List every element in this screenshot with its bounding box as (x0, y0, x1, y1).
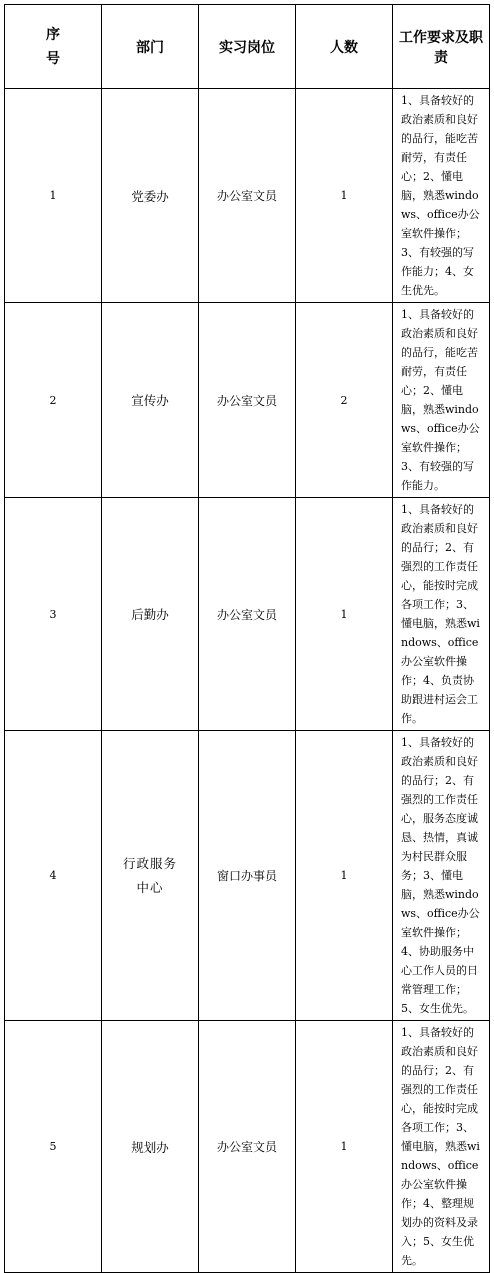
table-header-row (5, 5, 490, 89)
row-count: 1 (296, 498, 393, 731)
row-no: 2 (5, 303, 102, 498)
header-no (5, 5, 102, 89)
row-no: 5 (5, 1021, 102, 1273)
row-no: 3 (5, 498, 102, 731)
row-no: 1 (5, 89, 102, 303)
header-no-label: 序号 (46, 26, 60, 67)
row-requirements (393, 303, 490, 498)
row-dept: 规划办 (102, 1021, 199, 1273)
requirements-text: 1、具备较好的政治素质和良好的品行；2、有强烈的工作责任心，能按时完成各项工作；3、懂电脑，熟悉windows、office办公室软件操作；4、整理规划办的资料及录入；5、女生优先。 (401, 1026, 480, 1267)
row-requirements (393, 498, 490, 731)
header-count: 人数 (296, 5, 393, 89)
row-requirements (393, 1021, 490, 1273)
row-dept: 党委办 (102, 89, 199, 303)
row-count: 1 (296, 731, 393, 1021)
row-requirements (393, 89, 490, 303)
table-row (5, 89, 490, 303)
row-dept: 后勤办 (102, 498, 199, 731)
requirements-text: 1、具备较好的政治素质和良好的品行，能吃苦耐劳，有责任心；2、懂电脑，熟悉windows、office办公室软件操作；3、有较强的写作能力；4、女生优先。 (401, 94, 480, 297)
table-row (5, 731, 490, 1021)
requirements-text: 1、具备较好的政治素质和良好的品行；2、有强烈的工作责任心，能按时完成各项工作；3、懂电脑，熟悉windows、office办公室软件操作；4、负责协助跟进村运会工作。 (401, 503, 480, 725)
row-dept: 宣传办 (102, 303, 199, 498)
row-count: 1 (296, 1021, 393, 1273)
header-position: 实习岗位 (199, 5, 296, 89)
requirements-text: 1、具备较好的政治素质和良好的品行，能吃苦耐劳，有责任心；2、懂电脑，熟悉windows、office办公室软件操作；3、有较强的写作能力。 (401, 308, 480, 492)
row-count: 1 (296, 89, 393, 303)
dept-label: 行政服务中心 (122, 855, 177, 895)
row-count: 2 (296, 303, 393, 498)
internship-table (4, 4, 490, 1273)
row-no: 4 (5, 731, 102, 1021)
row-position: 窗口办事员 (199, 731, 296, 1021)
table-row (5, 498, 490, 731)
row-dept (102, 731, 199, 1021)
row-position: 办公室文员 (199, 89, 296, 303)
row-position: 办公室文员 (199, 1021, 296, 1273)
header-dept: 部门 (102, 5, 199, 89)
table-row (5, 303, 490, 498)
requirements-text: 1、具备较好的政治素质和良好的品行；2、有强烈的工作责任心，服务态度诚恳、热情，真诚为村民群众服务；3、懂电脑，熟悉windows、office办公室软件操作；4、协助服务中心工作人员的日常管理工作；5、女生优先。 (401, 736, 480, 1015)
row-position: 办公室文员 (199, 498, 296, 731)
row-position: 办公室文员 (199, 303, 296, 498)
table-row (5, 1021, 490, 1273)
header-requirements: 工作要求及职责 (393, 5, 490, 89)
row-requirements (393, 731, 490, 1021)
